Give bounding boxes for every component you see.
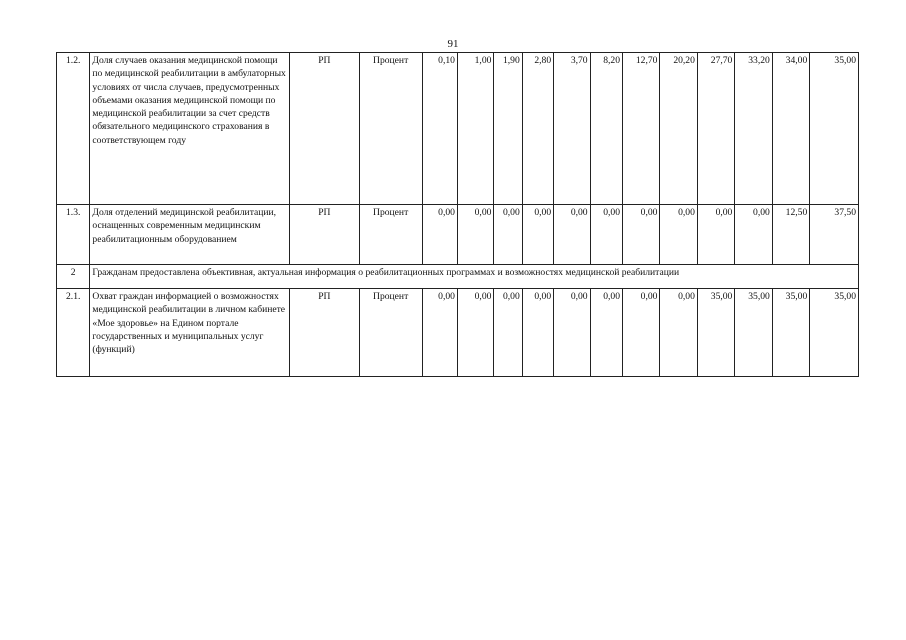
value-cell: 35,00 (810, 289, 859, 377)
value-cell: 0,00 (457, 205, 493, 265)
value-cell: 37,50 (810, 205, 859, 265)
table-row (57, 53, 859, 205)
indicator-unit: Процент (359, 205, 422, 265)
value-cell: 20,20 (660, 53, 697, 205)
value-cell: 0,00 (660, 289, 697, 377)
value-cell: 0,00 (623, 205, 660, 265)
value-cell: 35,00 (697, 289, 734, 377)
value-cell: 0,00 (494, 205, 522, 265)
value-cell: 0,00 (522, 289, 553, 377)
value-cell: 35,00 (735, 289, 772, 377)
value-cell: 2,80 (522, 53, 553, 205)
indicator-name: Доля отделений медицинской реабилитации, оснащенных современным медицинским реабилитационным оборудованием (90, 205, 289, 265)
indicator-name: Охват граждан информацией о возможностях медицинской реабилитации в личном кабинете «Мое здоровье» на Едином портале государственных и муниципальных услуг (функций) (90, 289, 289, 377)
value-cell: 35,00 (810, 53, 859, 205)
value-cell: 27,70 (697, 53, 734, 205)
value-cell: 12,50 (772, 205, 809, 265)
value-cell: 1,00 (457, 53, 493, 205)
value-cell: 33,20 (735, 53, 772, 205)
page-number: 91 (447, 38, 459, 50)
value-cell: 0,00 (554, 289, 590, 377)
value-cell: 34,00 (772, 53, 809, 205)
indicator-source: РП (289, 289, 359, 377)
row-number: 2.1. (57, 289, 90, 377)
row-number: 1.2. (57, 53, 90, 205)
value-cell: 0,00 (554, 205, 590, 265)
value-cell: 8,20 (590, 53, 622, 205)
value-cell: 1,90 (494, 53, 522, 205)
indicator-unit: Процент (359, 53, 422, 205)
indicator-source: РП (289, 205, 359, 265)
value-cell: 35,00 (772, 289, 809, 377)
value-cell: 0,00 (590, 205, 622, 265)
indicator-name: Доля случаев оказания медицинской помощи по медицинской реабилитации в амбулаторных условиях от числа случаев, предусмотренных объемами оказания медицинской помощи по медицинской реабилитации за счет средств обязательного медицинского страхования в соответствующем году (90, 53, 289, 205)
value-cell: 0,10 (422, 53, 457, 205)
value-cell: 0,00 (422, 289, 457, 377)
value-cell: 0,00 (590, 289, 622, 377)
value-cell: 0,00 (623, 289, 660, 377)
value-cell: 0,00 (494, 289, 522, 377)
row-number: 1.3. (57, 205, 90, 265)
section-row (57, 265, 859, 289)
value-cell: 0,00 (697, 205, 734, 265)
table-row (57, 289, 859, 377)
indicators-table (56, 52, 859, 377)
section-title: Гражданам предоставлена объективная, актуальная информация о реабилитационных программах и возможностях медицинской реабилитации (90, 265, 859, 289)
value-cell: 3,70 (554, 53, 590, 205)
value-cell: 0,00 (660, 205, 697, 265)
indicator-source: РП (289, 53, 359, 205)
value-cell: 0,00 (422, 205, 457, 265)
section-number: 2 (57, 265, 90, 289)
value-cell: 0,00 (522, 205, 553, 265)
value-cell: 12,70 (623, 53, 660, 205)
indicator-unit: Процент (359, 289, 422, 377)
value-cell: 0,00 (457, 289, 493, 377)
value-cell: 0,00 (735, 205, 772, 265)
table-row (57, 205, 859, 265)
